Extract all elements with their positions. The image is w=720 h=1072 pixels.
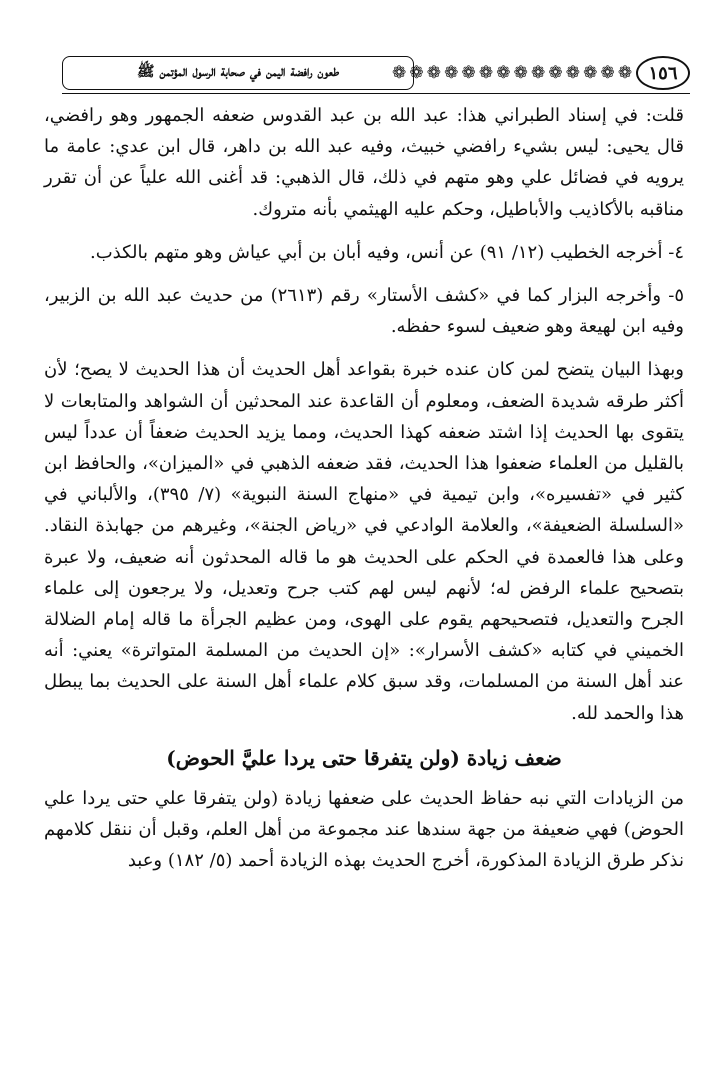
flower-ornament-icon: ❁: [548, 63, 563, 83]
flower-ornament-icon: ❁: [583, 63, 598, 83]
header-ornament-row: [392, 60, 632, 86]
flower-ornament-icon: ❁: [531, 63, 546, 83]
flower-ornament-icon: ❁: [392, 63, 407, 83]
running-title: طعون رافضة اليمن في صحابة الرسول المؤتمن ﷺ: [62, 56, 414, 90]
flower-ornament-icon: ❁: [478, 63, 494, 83]
header-rule: [62, 93, 690, 94]
flower-ornament-icon: ❁: [600, 63, 615, 83]
page-number: ١٥٦: [636, 56, 690, 90]
paragraph-conclusion: وبهذا البيان يتضح لمن كان عنده خبرة بقواعد أهل الحديث أن هذا الحديث لا يصح؛ لأن أكثر طرقه شديدة الضعف، ومعلوم أن القاعدة عند المحدثين أن الشواهد والمتابعات لا يتقوى بها الحديث إذا اشتد ضعفه كهذا الحديث، ومما يزيد الحديث ضعفاً أن عدداً ليس بالقليل من العلماء ضعفوا هذا الحديث، فقد ضعفه الذهبي في «الميزان»، والحافظ ابن كثير في «تفسيره»، وابن تيمية في «منهاج السنة النبوية» (٧/ ٣٩٥)، والألباني في «السلسلة الضعيفة»، والعلامة الوادعي في «رياض الجنة»، وغيرهم من جهابذة النقاد. وعلى هذا فالعمدة في الحكم على الحديث هو ما قاله المحدثون أنه ضعيف، ولا عبرة بتصحيح علماء الرفض له؛ لأنهم ليس لهم كتب جرح وتعديل، ولا يرجعون إلى علماء الجرح والتعديل، فتصحيحهم يقوم على الهوى، ومن عظيم الجرأة ما قاله إمام الضلالة الخميني في كتابه «كشف الأسرار»: «إن الحديث من المسلمة المتواترة» يعني: أنه عند أهل السنة من المسلمات، وقد سبق كلام علماء أهل السنة على الحديث بما يبطل هذا والحمد لله.: [44, 359, 685, 724]
paragraph-source-4: ٤- أخرجه الخطيب (١٢/ ٩١) عن أنس، وفيه أبان بن أبي عياش وهو متهم بالكذب.: [89, 241, 684, 263]
flower-ornament-icon: ❁: [496, 63, 511, 83]
paragraph-source-5: ٥- وأخرجه البزار كما في «كشف الأستار» رقم (٢٦١٣) من حديث عبد الله بن الزبير، وفيه ابن لهيعة وهو ضعيف لسوء حفظه.: [44, 285, 684, 338]
flower-ornament-icon: ❁: [513, 63, 528, 83]
page-header: [42, 56, 690, 94]
paragraph-commentary: قلت: في إسناد الطبراني هذا: عبد الله بن عبد القدوس ضعفه الجمهور وهو رافضي، قال يحيى: ليس بشيء رافضي خبيث، وفيه عبد الله بن داهر، قال ابن عدي: عامة ما يرويه في فضائل علي وهو متهم في ذلك، قال الذهبي: قد أغنى الله علياً عن أن تقرر مناقبه بالأكاذيب والأباطيل، وحكم عليه الهيثمي بأنه متروك.: [44, 105, 684, 220]
flower-ornament-icon: ❁: [461, 63, 476, 83]
flower-ornament-icon: ❁: [565, 63, 580, 83]
paragraph-section-intro: من الزيادات التي نبه حفاظ الحديث على ضعفها زيادة (ولن يتفرقا علي حتى يردا علي الحوض) فهي ضعيفة من جهة سندها عند مجموعة من أهل العلم، وقبل أن ننقل كلامهم نذكر طرق الزيادة المذكورة، أخرج الحديث بهذه الزيادة أحمد (٥/ ١٨٢) وعبد: [44, 787, 684, 872]
flower-ornament-icon: ❁: [617, 63, 632, 83]
flower-ornament-icon: ❁: [409, 63, 424, 83]
flower-ornament-icon: ❁: [426, 63, 441, 83]
page-body: [44, 100, 684, 888]
flower-ornament-icon: ❁: [444, 63, 459, 83]
section-heading: ضعف زيادة (ولن يتفرقا حتى يردا عليَّ الحوض): [166, 745, 562, 770]
